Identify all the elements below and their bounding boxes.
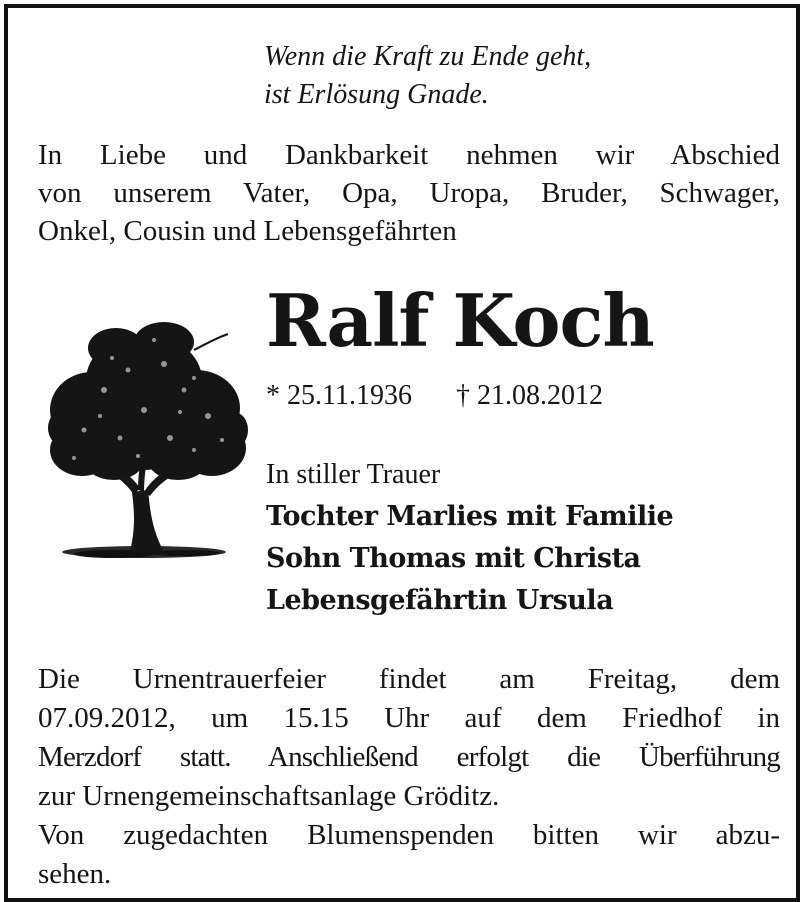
ceremony-notice [38, 660, 780, 894]
notice-line-6: sehen. [38, 858, 112, 890]
intro-line-1: In Liebe und Dankbarkeit nehmen wir Abschied [38, 139, 780, 171]
quote [264, 38, 591, 114]
notice-line-3: Merzdorf statt. Anschließend erfolgt die Überführung [38, 741, 780, 773]
birth-date: * 25.11.1936 [266, 380, 412, 411]
mourner-1: Tochter Marlies mit Familie [266, 501, 674, 532]
quote-line-1: Wenn die Kraft zu Ende geht, [264, 41, 592, 72]
notice-line-1: Die Urnentrauerfeier findet am Freitag, dem [38, 663, 780, 695]
mourner-2: Sohn Thomas mit Christa [266, 543, 641, 574]
tree-foliage [48, 322, 248, 480]
life-dates [266, 378, 603, 414]
obituary-notice [4, 4, 800, 902]
deceased-name: Ralf Koch [266, 278, 654, 363]
notice-line-4: zur Urnengemeinschaftsanlage Gröditz. [38, 780, 500, 812]
quote-line-2: ist Erlösung Gnade. [264, 79, 489, 110]
tree-icon [44, 320, 250, 564]
notice-line-2: 07.09.2012, um 15.15 Uhr auf dem Friedhof in [38, 702, 780, 734]
mourning-label: In stiller Trauer [266, 459, 441, 490]
intro-line-3: Onkel, Cousin und Lebensgefährten [38, 215, 457, 247]
death-date: † 21.08.2012 [455, 380, 603, 411]
mourners-list [266, 496, 673, 622]
mourner-3: Lebensgefährtin Ursula [266, 585, 614, 616]
intro-line-2: von unserem Vater, Opa, Uropa, Bruder, Schwager, [38, 177, 780, 209]
notice-line-5: Von zugedachten Blumenspenden bitten wir abzu- [38, 819, 780, 851]
intro-text [38, 136, 780, 250]
